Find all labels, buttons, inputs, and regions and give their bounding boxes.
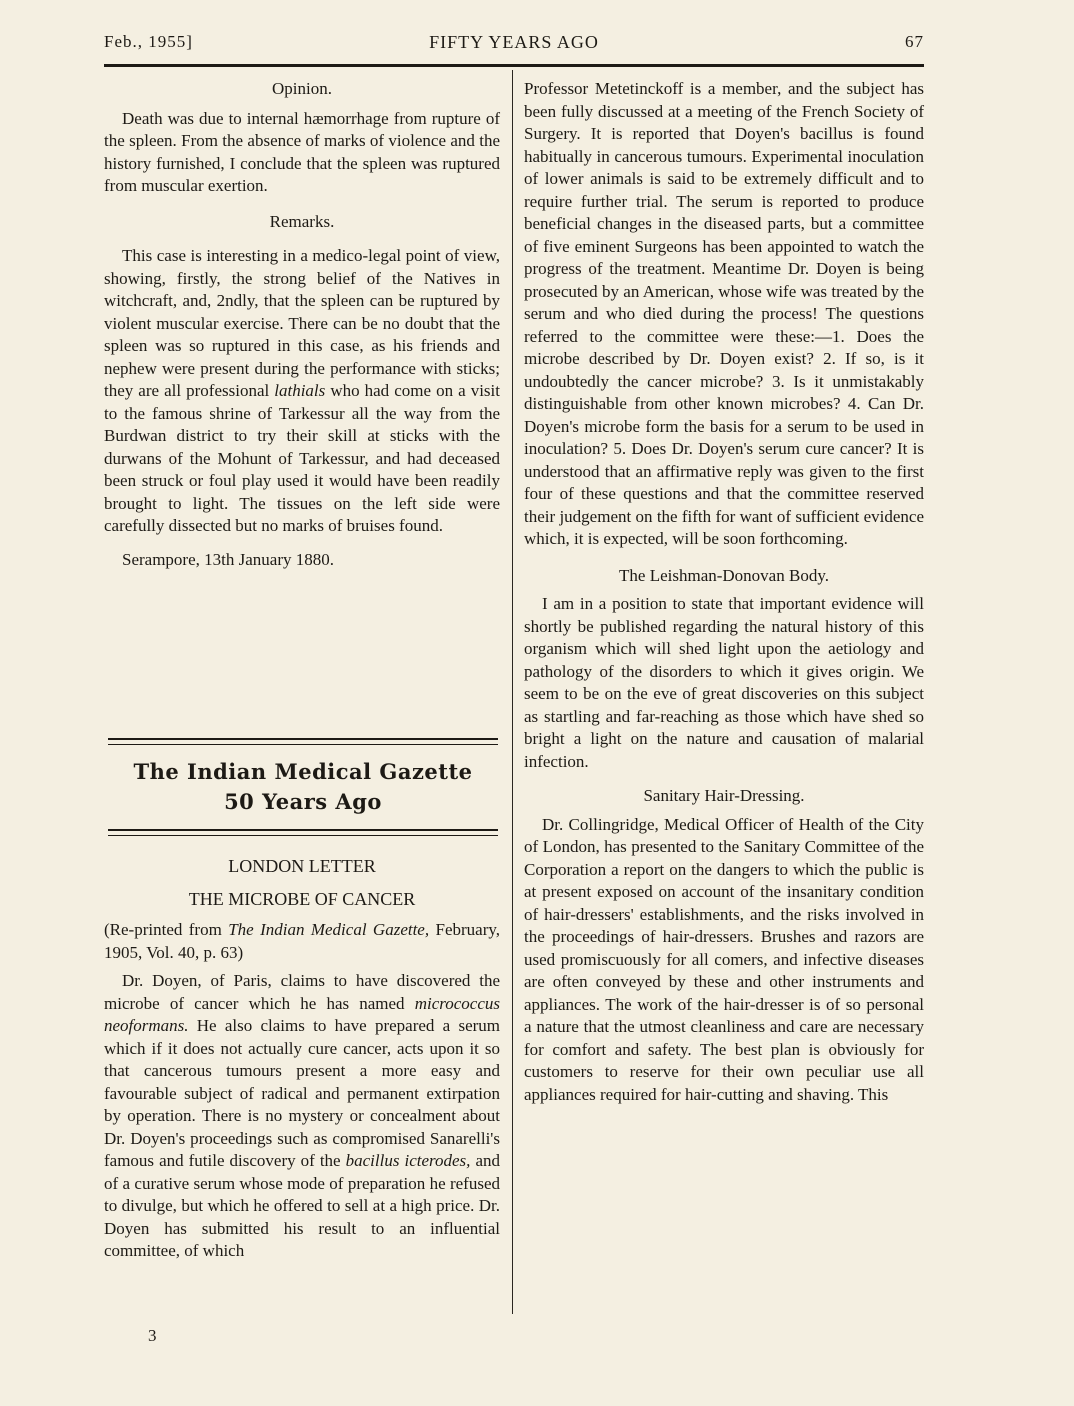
remarks-heading: Remarks. [269,211,335,231]
left-column-bottom [104,855,500,1263]
italic-term: lathials [274,381,326,400]
left-column-top [104,78,500,571]
header-title: FIFTY YEARS AGO [429,32,599,52]
opinion-heading: Opinion. [272,79,332,98]
banner-rule-bottom [108,829,498,836]
sanitary-paragraph: Dr. Collingridge, Medical Officer of Health of the City of London, has presented to the Sanitary Committee of the Corporation a report on the dangers to which the public is at present exposed on account of the insanitary condition of hair-dressers' establishments, and the risks involved in the proceedings of hair-dressers. Brushes and razors are used promiscuously for all comers, and infective diseases are often conveyed by these and other instruments and appliances. The work of the hair-dresser is of so personal a nature that the utmost cleanliness and care are necessary for comfort and safety. The best plan is obviously for customers to reserve for their own peculiar use all appliances required for hair-cutting and shaving. This [524,814,924,1104]
london-letter-heading: LONDON LETTER [228,856,376,876]
banner-title: The Indian Medical Gazette [133,759,473,784]
signature-folio: 3 [148,1326,157,1345]
leishman-paragraph: I am in a position to state that important evidence will shortly be published regarding the natural history of this organism which will shed light upon the aetiology and pathology of the disorders to which it gives origin. We seem to be on the eve of great discoveries on this subject as startling and far-reaching as those which have shed so bright a light on the nature and causation of malarial infection. [524,594,924,771]
banner-subtitle: 50 Years Ago [224,789,382,814]
banner-rule-top [108,738,498,745]
opinion-paragraph: Death was due to internal hæmorrhage from rupture of the spleen. From the absence of marks of violence and the history furnished, I conclude that the spleen was ruptured from muscular exertion. [104,108,500,195]
reprint-note: (Re-printed from The Indian Medical Gazette, February, 1905, Vol. 40, p. 63) [104,920,501,962]
signature-line: Serampore, 13th January 1880. [122,549,334,569]
section-banner [108,738,498,836]
microbe-heading: THE MICROBE OF CANCER [188,888,416,909]
doyen-paragraph: Dr. Doyen, of Paris, claims to have discovered the microbe of cancer which he has named micrococcus neoformans. He also claims to have prepared a serum which if it does not actually cure cancer, acts upon it so that cancerous tumours present a more easy and favourable subject of radical and permanent extirpation by operation. There is no mystery or concealment about Dr. Doyen's proceedings such as compromised Sanarelli's famous and futile discovery of the bacillus icterodes, and of a curative serum whose mode of preparation he refused to divulge, but which he offered to sell at a high price. Dr. Doyen has submitted his result to an influential committee, of which [104,971,501,1260]
column-divider [512,70,513,1314]
page-number: 67 [905,32,924,51]
right-column [524,78,924,1106]
header-date: Feb., 1955] [104,32,193,51]
leishman-heading: The Leishman-Donovan Body. [619,565,829,585]
running-header [104,32,924,58]
continuation-paragraph: Professor Metetinckoff is a member, and the subject has been fully discussed at a meeting of the French Society of Surgery. It is reported that Doyen's bacillus is found habitually in cancerous tumours. Experimental inoculation of lower animals is said to be extremely difficult and to require further trial. The serum is reported to produce beneficial changes in the diseased parts, but a committee of five eminent Surgeons has been appointed to watch the progress of the treatment. Meantime Dr. Doyen is being prosecuted by an American, whose wife was treated by the serum and who died during the process! The questions referred to the committee were these:—1. Does the microbe described by Dr. Doyen exist? 2. If so, is it undoubtedly the cancer microbe? 3. Is it unmistakably distinguishable from other known microbes? 4. Can Dr. Doyen's microbe form the basis for a serum to be used in inoculation? 5. Does Dr. Doyen's serum cure cancer? It is understood that an affirmative reply was given to the first four of these questions and that the committee reserved their judgement on the fifth for want of sufficient evidence which, it is expected, will be soon forthcoming. [524,79,924,548]
sanitary-heading: Sanitary Hair-Dressing. [643,786,805,805]
remarks-paragraph: This case is interesting in a medico-legal point of view, showing, firstly, the strong belief of the Natives in witchcraft, and, 2ndly, that the spleen can be ruptured by violent muscular exercise. There can be no doubt that the spleen was so ruptured in this case, as his friends and nephew were present during the performance with sticks; they are all professional lathials who had come on a visit to the famous shrine of Tarkessur all the way from the Burdwan district to try their skill at sticks with the durwans of the Mohunt of Tarkessur, and had deceased been struck or foul play used it would have been readily brought to light. The tissues on the left side were carefully dissected but no marks of bruises found. [104,246,500,535]
header-rule [104,64,924,67]
